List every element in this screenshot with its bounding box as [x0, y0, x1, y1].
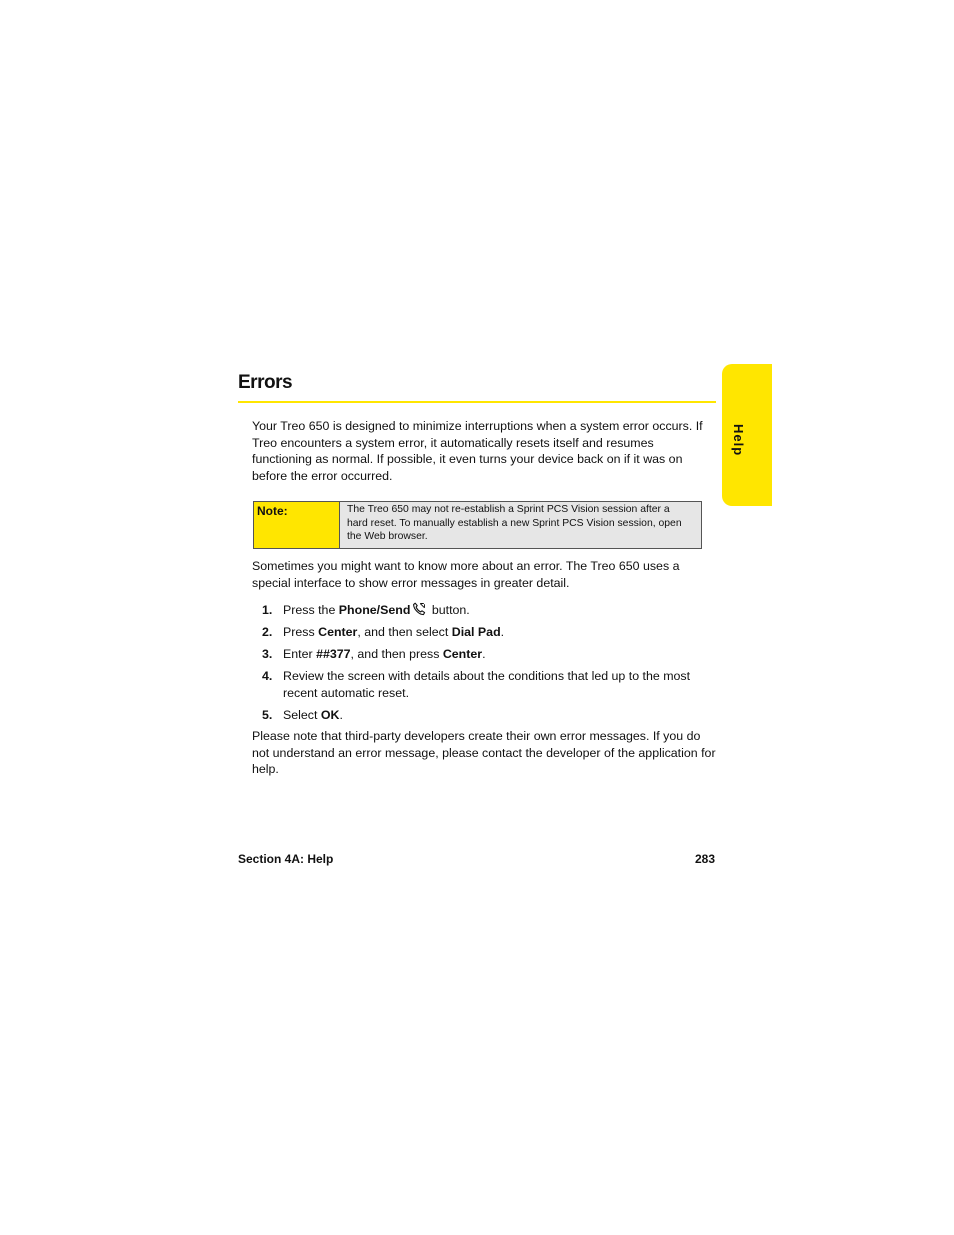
step-text: Review the screen with details about the conditions that led up to the most recent automatic reset.	[283, 669, 691, 700]
step-text-part: Press the	[283, 603, 339, 617]
note-text: The Treo 650 may not re-establish a Sprint PCS Vision session after a hard reset. To manually establish a new Sprint PCS Vision session, open the Web browser.	[340, 502, 701, 548]
page-number: 283	[694, 852, 715, 866]
step-number: 1.	[262, 603, 273, 617]
section-tab	[722, 364, 772, 506]
step-key-term: Dial Pad	[451, 625, 501, 639]
step-number: 4.	[262, 669, 273, 683]
title-underline	[238, 401, 716, 403]
step-key-term: Center	[318, 625, 358, 639]
step-text-part: , and then select	[357, 625, 452, 639]
step-text-part: button.	[428, 603, 470, 617]
closing-paragraph: Please note that third-party developers create their own error messages. If you do not understand an error message, please contact the developer of the application for help.	[252, 729, 716, 776]
step-text	[283, 646, 716, 663]
note-box	[253, 501, 702, 549]
list-item	[252, 707, 716, 724]
list-item	[252, 624, 716, 641]
step-number: 2.	[262, 625, 273, 639]
section-tab-label: Help	[731, 424, 746, 457]
step-key-term: Phone/Send	[338, 603, 411, 617]
list-item	[252, 646, 716, 663]
step-number: 3.	[262, 647, 273, 661]
step-text-part: .	[339, 707, 343, 722]
page-title: Errors	[238, 372, 293, 393]
intro-paragraph: Your Treo 650 is designed to minimize interruptions when a system error occurs. If Treo encounters a system error, it automatically resets itself and resumes functioning as normal. If possible, it even turns your device back on if it was on before the error occurred.	[252, 419, 703, 483]
step-text-part: .	[482, 647, 486, 661]
step-number: 5.	[262, 707, 273, 722]
step-key-term: ##377	[316, 647, 351, 661]
list-item	[252, 668, 716, 701]
footer-section: Section 4A: Help	[238, 852, 334, 866]
step-key-term: OK	[320, 707, 340, 722]
detail-intro-paragraph: Sometimes you might want to know more about an error. The Treo 650 uses a special interface to show error messages in greater detail.	[252, 559, 680, 590]
step-text-part: .	[500, 625, 505, 639]
step-text-part: Press	[283, 625, 319, 639]
step-text	[283, 707, 716, 724]
step-key-term: Center	[442, 647, 483, 661]
step-text	[283, 624, 716, 641]
note-label: Note:	[254, 502, 340, 548]
steps-list	[252, 602, 716, 729]
list-item	[252, 602, 716, 619]
step-text	[283, 602, 716, 619]
step-text-part: , and then press	[350, 647, 443, 661]
step-text-part: Enter	[283, 647, 317, 661]
phone-send-icon	[412, 602, 426, 616]
step-text-part: Select	[283, 707, 321, 722]
